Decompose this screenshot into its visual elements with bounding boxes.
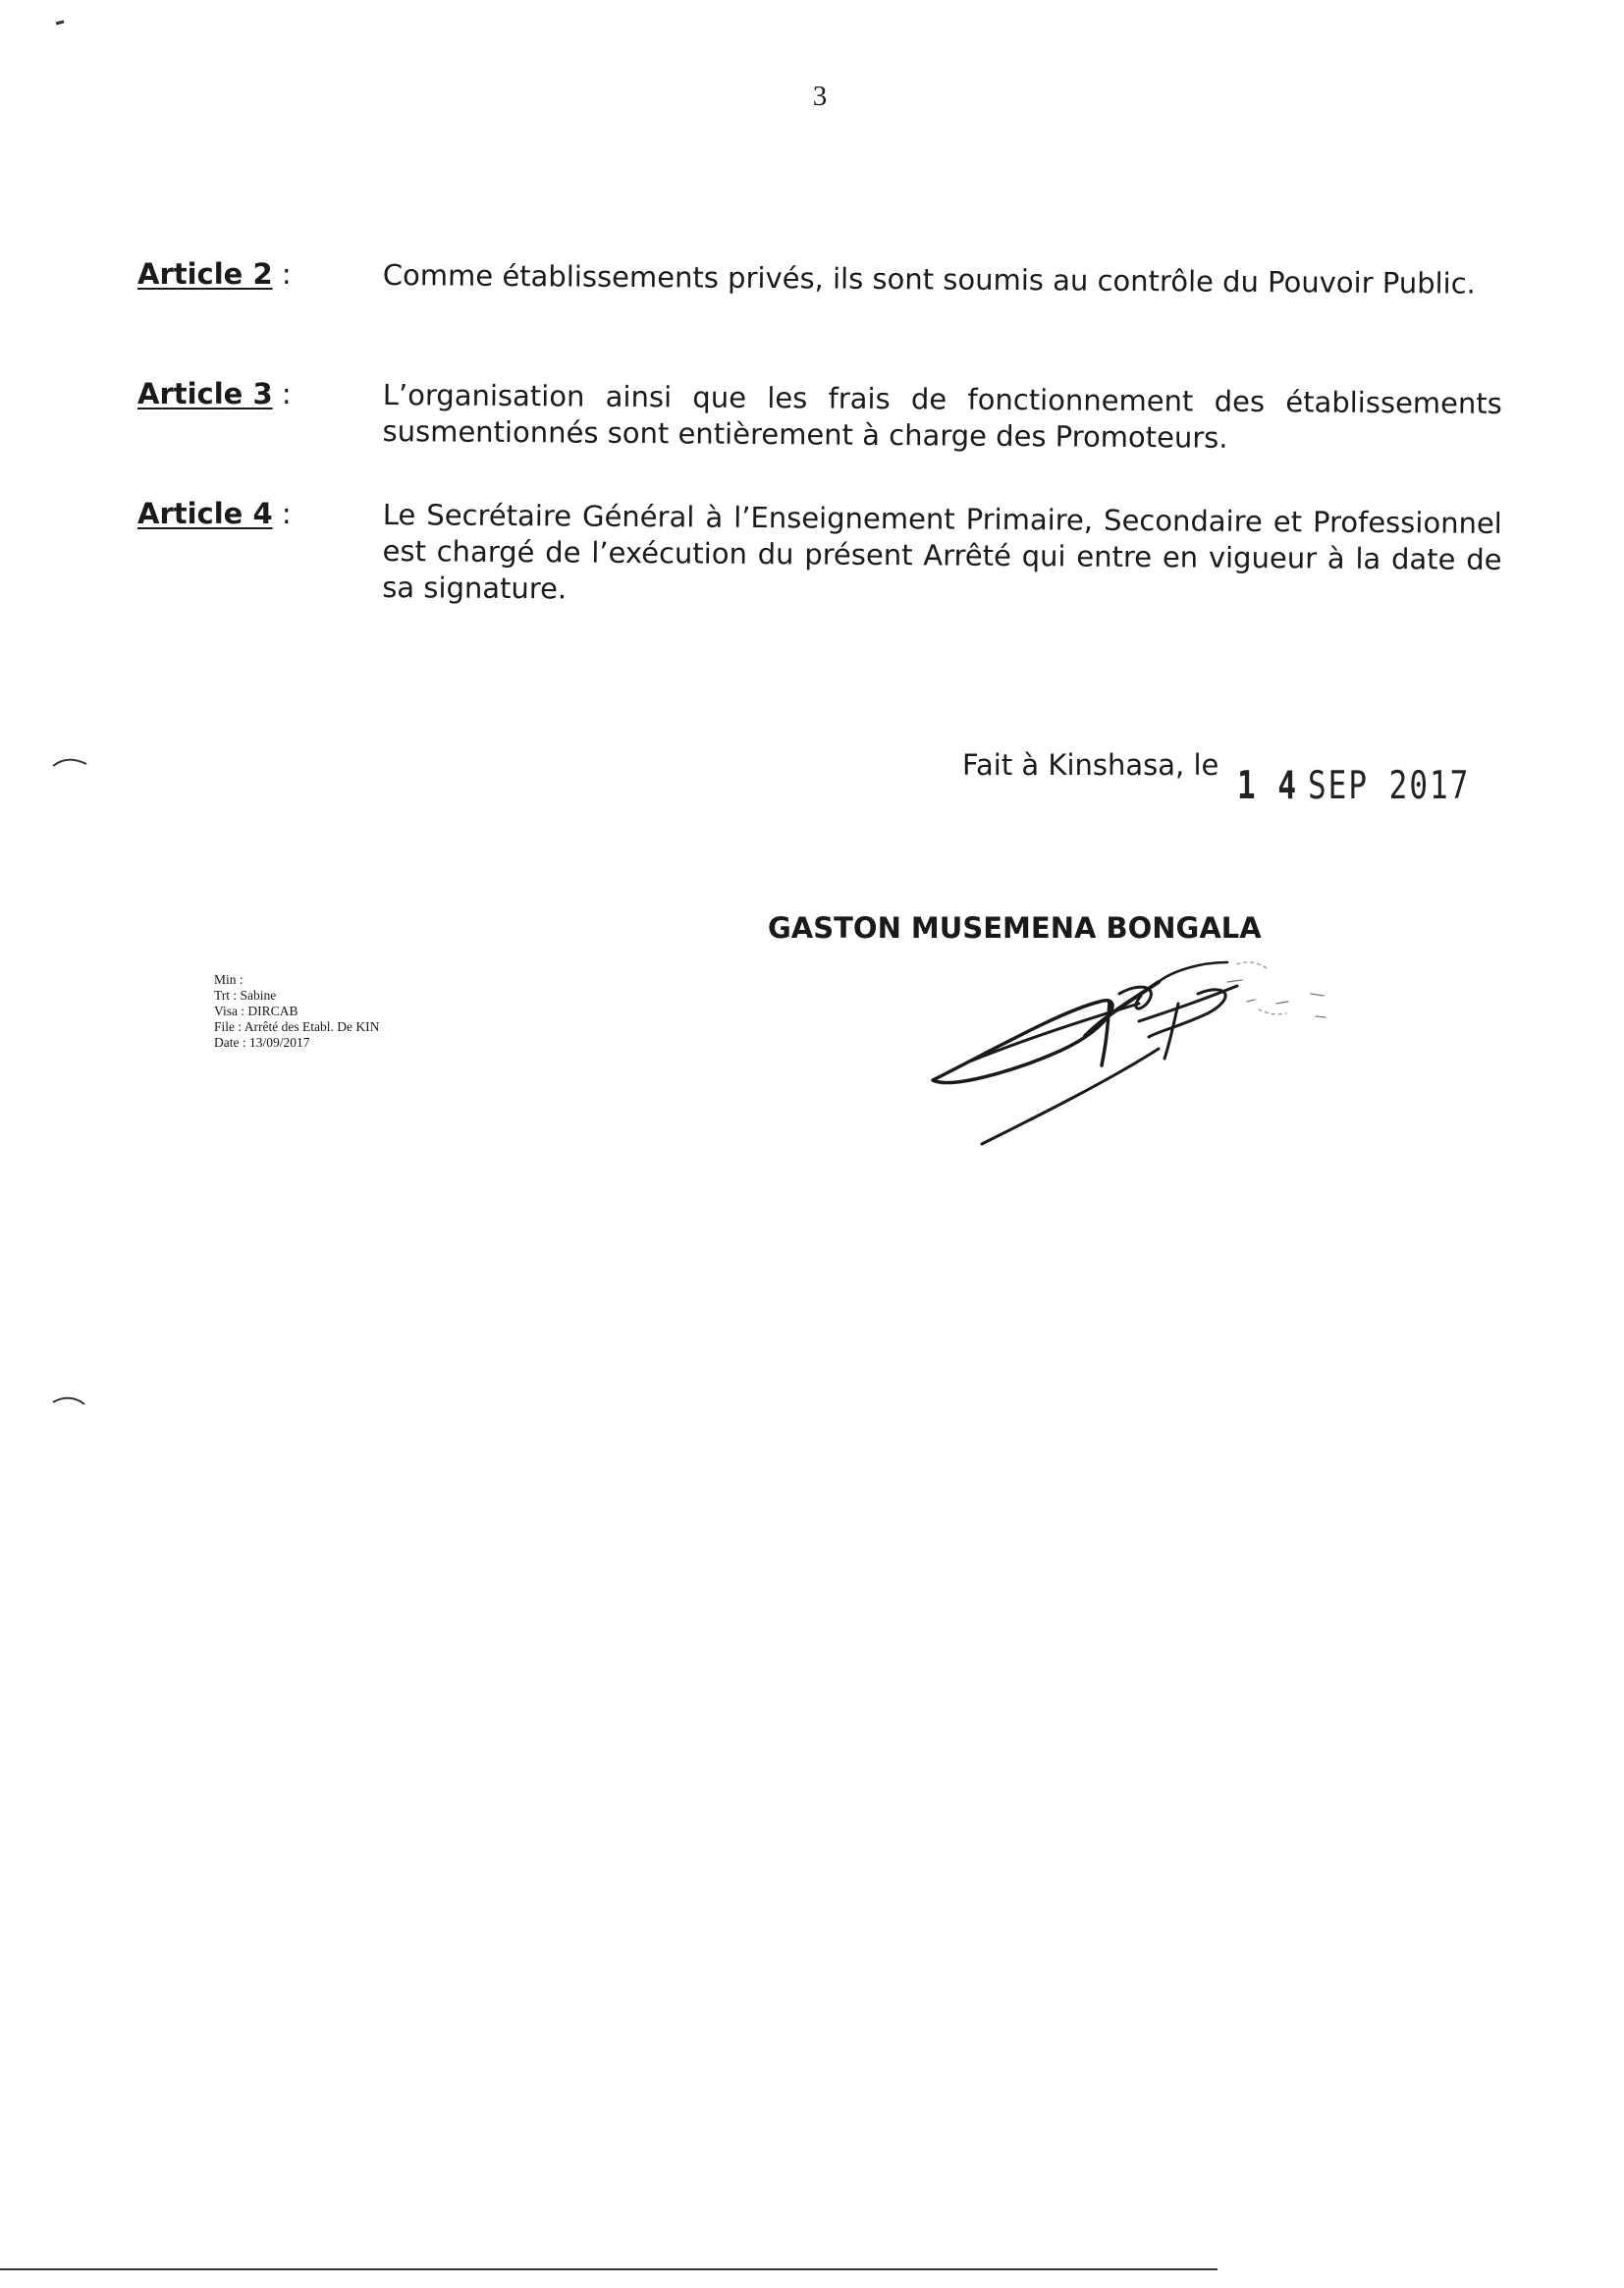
- page-number: 3: [812, 81, 828, 112]
- margin-mark: [51, 1392, 90, 1408]
- memo-file: File : Arrêté des Etabl. De KIN: [214, 1019, 380, 1034]
- memo-date: Date : 13/09/2017: [214, 1035, 310, 1050]
- article-text: L’organisation ainsi que les frais de fonctionnement des établissements susmentionnés sont entièrement à charge des Promoteurs.: [382, 377, 1502, 455]
- stamp-day: 1 4: [1237, 764, 1298, 808]
- stamp-month-year: SEP 2017: [1308, 764, 1471, 808]
- article-text: Le Secrétaire Général à l’Enseignement Primaire, Secondaire et Professionnel est chargé de l’exécution du présent Arrêté qui entre en vigueur à la date de sa signature.: [382, 497, 1502, 606]
- handwritten-signature: [913, 943, 1404, 1159]
- article-label: Article 3 :: [137, 377, 292, 410]
- article-label: Article 2 :: [137, 257, 292, 291]
- memo-min: Min :: [214, 972, 244, 987]
- memo-trt: Trt : Sabine: [214, 988, 277, 1003]
- margin-mark: [51, 754, 90, 770]
- article-label: Article 4 :: [137, 497, 292, 530]
- footer-rule: [0, 2268, 1218, 2270]
- date-stamp: [1237, 764, 1470, 808]
- signatory-name: GASTON MUSEMENA BONGALA: [768, 911, 1262, 945]
- routing-memo: [214, 972, 379, 1051]
- place-date-line: Fait à Kinshasa, le: [962, 748, 1219, 782]
- scan-speck-mark: [54, 18, 74, 27]
- memo-visa: Visa : DIRCAB: [214, 1004, 298, 1018]
- article-text: Comme établissements privés, ils sont soumis au contrôle du Pouvoir Public.: [382, 257, 1476, 300]
